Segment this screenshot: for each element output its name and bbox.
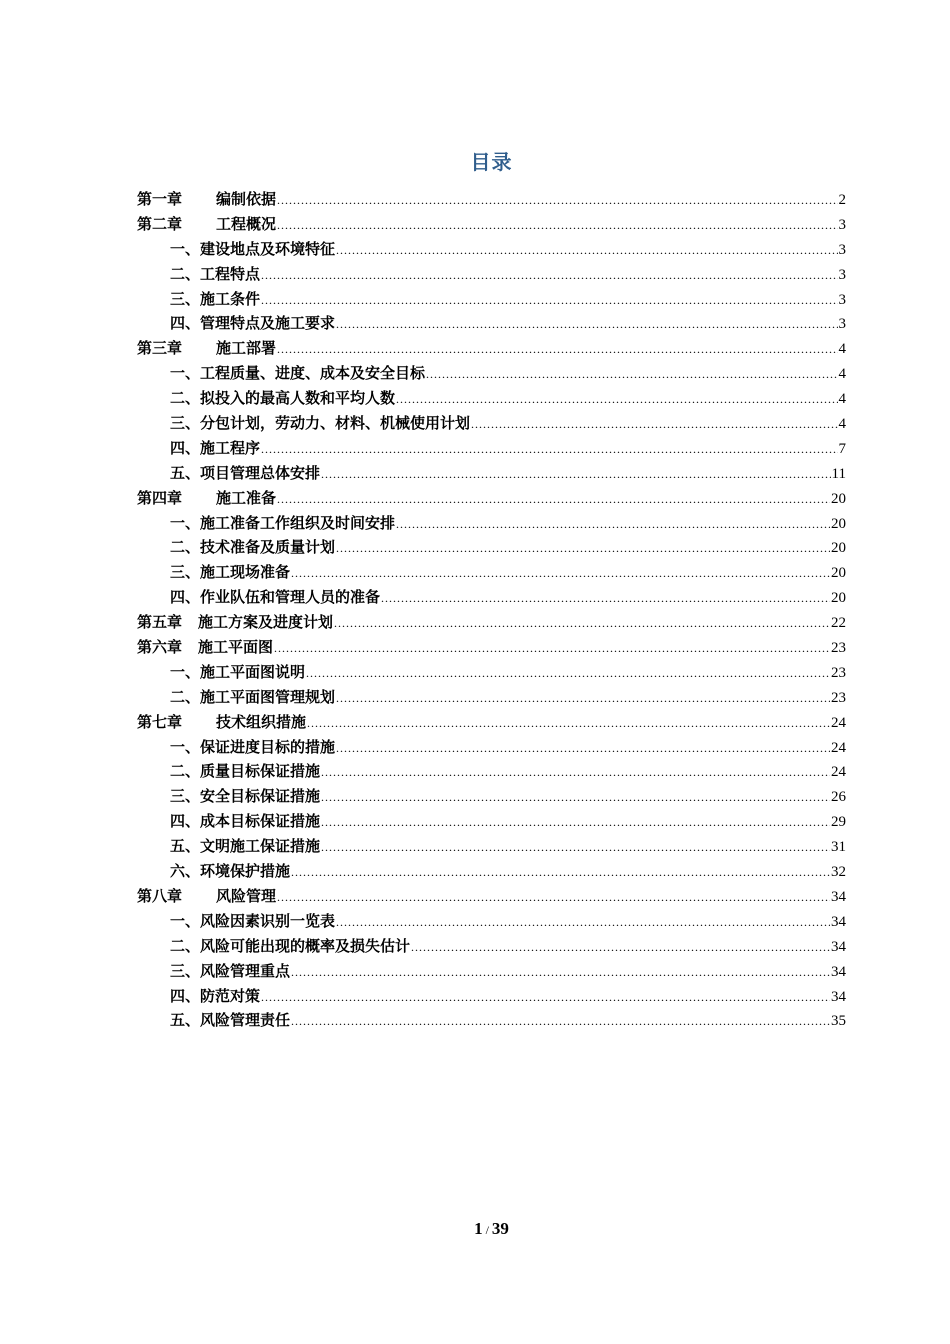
toc-page-number: 32 <box>831 864 846 881</box>
toc-page-number: 11 <box>831 465 846 482</box>
toc-section-row[interactable] <box>137 361 846 386</box>
toc-entry-title: 四、施工程序 <box>170 438 261 457</box>
toc-page-number: 3 <box>838 241 846 258</box>
toc-entry-title: 二、施工平面图管理规划 <box>170 687 336 706</box>
toc-page-number: 31 <box>831 839 846 856</box>
toc-entry-title: 四、作业队伍和管理人员的准备 <box>170 588 381 607</box>
toc-dot-leader <box>321 810 830 835</box>
toc-page-number: 3 <box>838 216 846 233</box>
toc-entry-label <box>170 560 290 585</box>
toc-entry-label <box>170 735 335 760</box>
toc-chapter-spacer <box>182 486 216 511</box>
toc-entry-title: 施工准备 <box>216 488 277 507</box>
toc-page-number: 29 <box>831 814 846 831</box>
toc-chapter-row[interactable] <box>137 884 846 909</box>
toc-page-number: 22 <box>831 615 846 632</box>
toc-entry-label <box>170 262 260 287</box>
toc-entry-label <box>170 386 395 411</box>
toc-page-number: 24 <box>831 714 846 731</box>
toc-section-row[interactable] <box>137 461 846 486</box>
toc-dot-leader <box>471 412 837 437</box>
toc-page-number: 3 <box>838 291 846 308</box>
toc-page-number: 3 <box>838 266 846 283</box>
toc-section-row[interactable] <box>137 759 846 784</box>
toc-section-row[interactable] <box>137 436 846 461</box>
toc-entry-title: 四、管理特点及施工要求 <box>170 314 336 333</box>
toc-dot-leader <box>261 288 837 313</box>
toc-section-row[interactable] <box>137 287 846 312</box>
toc-section-row[interactable] <box>137 834 846 859</box>
toc-chapter-number: 第七章 <box>137 712 183 731</box>
toc-chapter-number: 第三章 <box>137 339 183 358</box>
toc-chapter-row[interactable] <box>137 336 846 361</box>
toc-dot-leader <box>336 536 830 561</box>
toc-section-row[interactable] <box>137 1008 846 1033</box>
toc-entry-label <box>170 784 320 809</box>
toc-entry-title: 二、质量目标保证措施 <box>170 762 321 781</box>
toc-chapter-spacer <box>182 212 216 237</box>
toc-entry-label <box>137 884 276 909</box>
toc-page-number: 20 <box>831 540 846 557</box>
toc-section-row[interactable] <box>137 660 846 685</box>
toc-entry-label <box>170 237 335 262</box>
toc-entry-title: 四、成本目标保证措施 <box>170 812 321 831</box>
toc-dot-leader <box>261 437 837 462</box>
toc-page-number: 3 <box>838 316 846 333</box>
toc-page-number: 4 <box>838 366 846 383</box>
toc-section-row[interactable] <box>137 560 846 585</box>
toc-entry-title: 二、风险可能出现的概率及损失估计 <box>170 936 411 955</box>
toc-chapter-spacer <box>182 635 198 660</box>
toc-entry-label <box>170 834 320 859</box>
toc-dot-leader <box>291 860 830 885</box>
toc-entry-label <box>170 535 335 560</box>
toc-chapter-number: 第五章 <box>137 613 183 632</box>
toc-entry-label <box>170 585 380 610</box>
toc-page-number: 20 <box>831 565 846 582</box>
toc-section-row[interactable] <box>137 411 846 436</box>
toc-dot-leader <box>396 512 830 537</box>
toc-entry-label <box>170 984 260 1009</box>
toc-chapter-row[interactable] <box>137 212 846 237</box>
toc-entry-label <box>170 809 320 834</box>
table-of-contents <box>137 187 846 1033</box>
toc-section-row[interactable] <box>137 984 846 1009</box>
toc-entry-label <box>137 336 276 361</box>
toc-entry-title: 施工方案及进度计划 <box>198 613 334 632</box>
toc-page-number: 23 <box>831 640 846 657</box>
toc-entry-title: 二、工程特点 <box>170 264 261 283</box>
toc-dot-leader <box>291 960 830 985</box>
toc-chapter-number: 第一章 <box>137 190 183 208</box>
total-page-count: 39 <box>491 1219 509 1238</box>
toc-entry-title: 一、施工准备工作组织及时间安排 <box>170 513 396 532</box>
toc-chapter-spacer <box>182 610 198 635</box>
toc-chapter-spacer <box>182 187 216 212</box>
toc-entry-title: 三、施工现场准备 <box>170 563 291 582</box>
toc-entry-title: 五、风险管理责任 <box>170 1011 291 1030</box>
toc-entry-title: 一、建设地点及环境特征 <box>170 239 336 258</box>
toc-entry-label <box>170 1008 290 1033</box>
toc-entry-label <box>170 511 395 536</box>
toc-entry-title: 三、安全目标保证措施 <box>170 787 321 806</box>
toc-dot-leader <box>381 586 830 611</box>
toc-chapter-row[interactable] <box>137 635 846 660</box>
toc-page-number: 2 <box>838 192 846 208</box>
toc-section-row[interactable] <box>137 859 846 884</box>
toc-entry-label <box>137 187 276 212</box>
toc-entry-label <box>170 685 335 710</box>
toc-entry-label <box>170 759 320 784</box>
toc-page-number: 4 <box>838 416 846 433</box>
toc-section-row[interactable] <box>137 735 846 760</box>
toc-section-row[interactable] <box>137 535 846 560</box>
toc-entry-label <box>170 959 290 984</box>
toc-entry-label <box>170 287 260 312</box>
toc-section-row[interactable] <box>137 511 846 536</box>
toc-chapter-number: 第四章 <box>137 488 183 507</box>
toc-dot-leader <box>411 935 830 960</box>
toc-entry-label <box>170 361 425 386</box>
toc-entry-label <box>137 486 276 511</box>
toc-dot-leader <box>277 487 830 512</box>
toc-entry-label <box>170 461 320 486</box>
toc-entry-title: 风险管理 <box>216 886 277 905</box>
toc-page-number: 23 <box>831 689 846 706</box>
toc-dot-leader <box>277 188 837 213</box>
toc-chapter-row[interactable] <box>137 710 846 735</box>
toc-page-number: 7 <box>838 440 846 457</box>
toc-entry-title: 二、拟投入的最高人数和平均人数 <box>170 389 396 408</box>
toc-entry-title: 施工平面图 <box>198 638 274 657</box>
toc-entry-title: 五、项目管理总体安排 <box>170 463 321 482</box>
toc-entry-title: 三、风险管理重点 <box>170 961 291 980</box>
toc-page-number: 35 <box>831 1013 846 1030</box>
toc-chapter-spacer <box>182 336 216 361</box>
toc-dot-leader <box>426 362 837 387</box>
toc-page-number: 34 <box>831 963 846 980</box>
toc-entry-label <box>170 859 290 884</box>
toc-entry-title: 施工部署 <box>216 339 277 358</box>
toc-entry-title: 三、施工条件 <box>170 289 261 308</box>
toc-entry-label <box>170 909 335 934</box>
toc-section-row[interactable] <box>137 934 846 959</box>
toc-dot-leader <box>321 462 831 487</box>
toc-page-number: 24 <box>831 739 846 756</box>
toc-chapter-spacer <box>182 884 216 909</box>
toc-dot-leader <box>277 337 837 362</box>
toc-dot-leader <box>291 561 830 586</box>
toc-section-row[interactable] <box>137 685 846 710</box>
toc-entry-label <box>137 710 306 735</box>
toc-dot-leader <box>274 636 830 661</box>
toc-page-number: 4 <box>838 391 846 408</box>
toc-dot-leader <box>291 1009 830 1034</box>
toc-page-number: 34 <box>831 938 846 955</box>
toc-entry-title: 一、施工平面图说明 <box>170 662 306 681</box>
toc-page-number: 20 <box>831 515 846 532</box>
toc-entry-title: 一、风险因素识别一览表 <box>170 911 336 930</box>
toc-title: 目录 <box>470 150 513 174</box>
toc-entry-title: 二、技术准备及质量计划 <box>170 538 336 557</box>
toc-section-row[interactable] <box>137 386 846 411</box>
toc-entry-label <box>137 212 276 237</box>
toc-dot-leader <box>334 611 830 636</box>
toc-chapter-spacer <box>182 710 216 735</box>
toc-page-number: 34 <box>831 913 846 930</box>
toc-page-number: 34 <box>831 988 846 1005</box>
toc-section-row[interactable] <box>137 809 846 834</box>
toc-dot-leader <box>336 312 837 337</box>
toc-section-row[interactable] <box>137 585 846 610</box>
toc-section-row[interactable] <box>137 262 846 287</box>
toc-page-number: 23 <box>831 664 846 681</box>
toc-entry-label <box>137 635 273 660</box>
toc-entry-title: 工程概况 <box>216 214 277 233</box>
page-separator: / <box>485 1223 489 1237</box>
toc-chapter-row[interactable] <box>137 187 846 212</box>
page-footer <box>0 1219 950 1239</box>
toc-page-number: 26 <box>831 789 846 806</box>
toc-entry-title: 一、工程质量、进度、成本及安全目标 <box>170 364 426 383</box>
toc-chapter-row[interactable] <box>137 610 846 635</box>
toc-dot-leader <box>261 263 837 288</box>
toc-entry-label <box>170 411 470 436</box>
toc-dot-leader <box>321 835 830 860</box>
toc-dot-leader <box>336 238 837 263</box>
toc-page-number: 34 <box>831 888 846 905</box>
current-page-number: 1 <box>474 1219 483 1238</box>
toc-entry-title: 编制依据 <box>216 190 277 208</box>
toc-dot-leader <box>321 785 830 810</box>
toc-chapter-row[interactable] <box>137 486 846 511</box>
toc-page-number: 20 <box>831 490 846 507</box>
toc-entry-label <box>170 311 335 336</box>
toc-entry-title: 一、保证进度目标的措施 <box>170 737 336 756</box>
toc-chapter-number: 第八章 <box>137 886 183 905</box>
toc-entry-label <box>137 610 333 635</box>
toc-dot-leader <box>396 387 837 412</box>
toc-dot-leader <box>306 661 830 686</box>
toc-entry-title: 技术组织措施 <box>216 712 307 731</box>
toc-entry-label <box>170 436 260 461</box>
toc-section-row[interactable] <box>137 237 846 262</box>
toc-dot-leader <box>336 686 830 711</box>
toc-dot-leader <box>336 736 830 761</box>
toc-section-row[interactable] <box>137 784 846 809</box>
toc-chapter-number: 第六章 <box>137 638 183 657</box>
toc-page-number: 24 <box>831 764 846 781</box>
toc-entry-label <box>170 934 410 959</box>
toc-dot-leader <box>321 760 830 785</box>
toc-entry-label <box>170 660 305 685</box>
toc-entry-title: 五、文明施工保证措施 <box>170 837 321 856</box>
toc-section-row[interactable] <box>137 909 846 934</box>
toc-dot-leader <box>277 213 837 238</box>
toc-entry-title: 六、环境保护措施 <box>170 862 291 881</box>
toc-dot-leader <box>277 885 830 910</box>
toc-dot-leader <box>336 910 830 935</box>
toc-dot-leader <box>307 711 830 736</box>
toc-section-row[interactable] <box>137 311 846 336</box>
toc-entry-title: 三、分包计划，劳动力、材料、机械使用计划 <box>170 414 471 433</box>
toc-section-row[interactable] <box>137 959 846 984</box>
toc-chapter-number: 第二章 <box>137 214 183 233</box>
toc-dot-leader <box>261 985 830 1010</box>
toc-entry-title: 四、防范对策 <box>170 986 261 1005</box>
toc-page-number: 4 <box>838 341 846 358</box>
toc-page-number: 20 <box>831 590 846 607</box>
